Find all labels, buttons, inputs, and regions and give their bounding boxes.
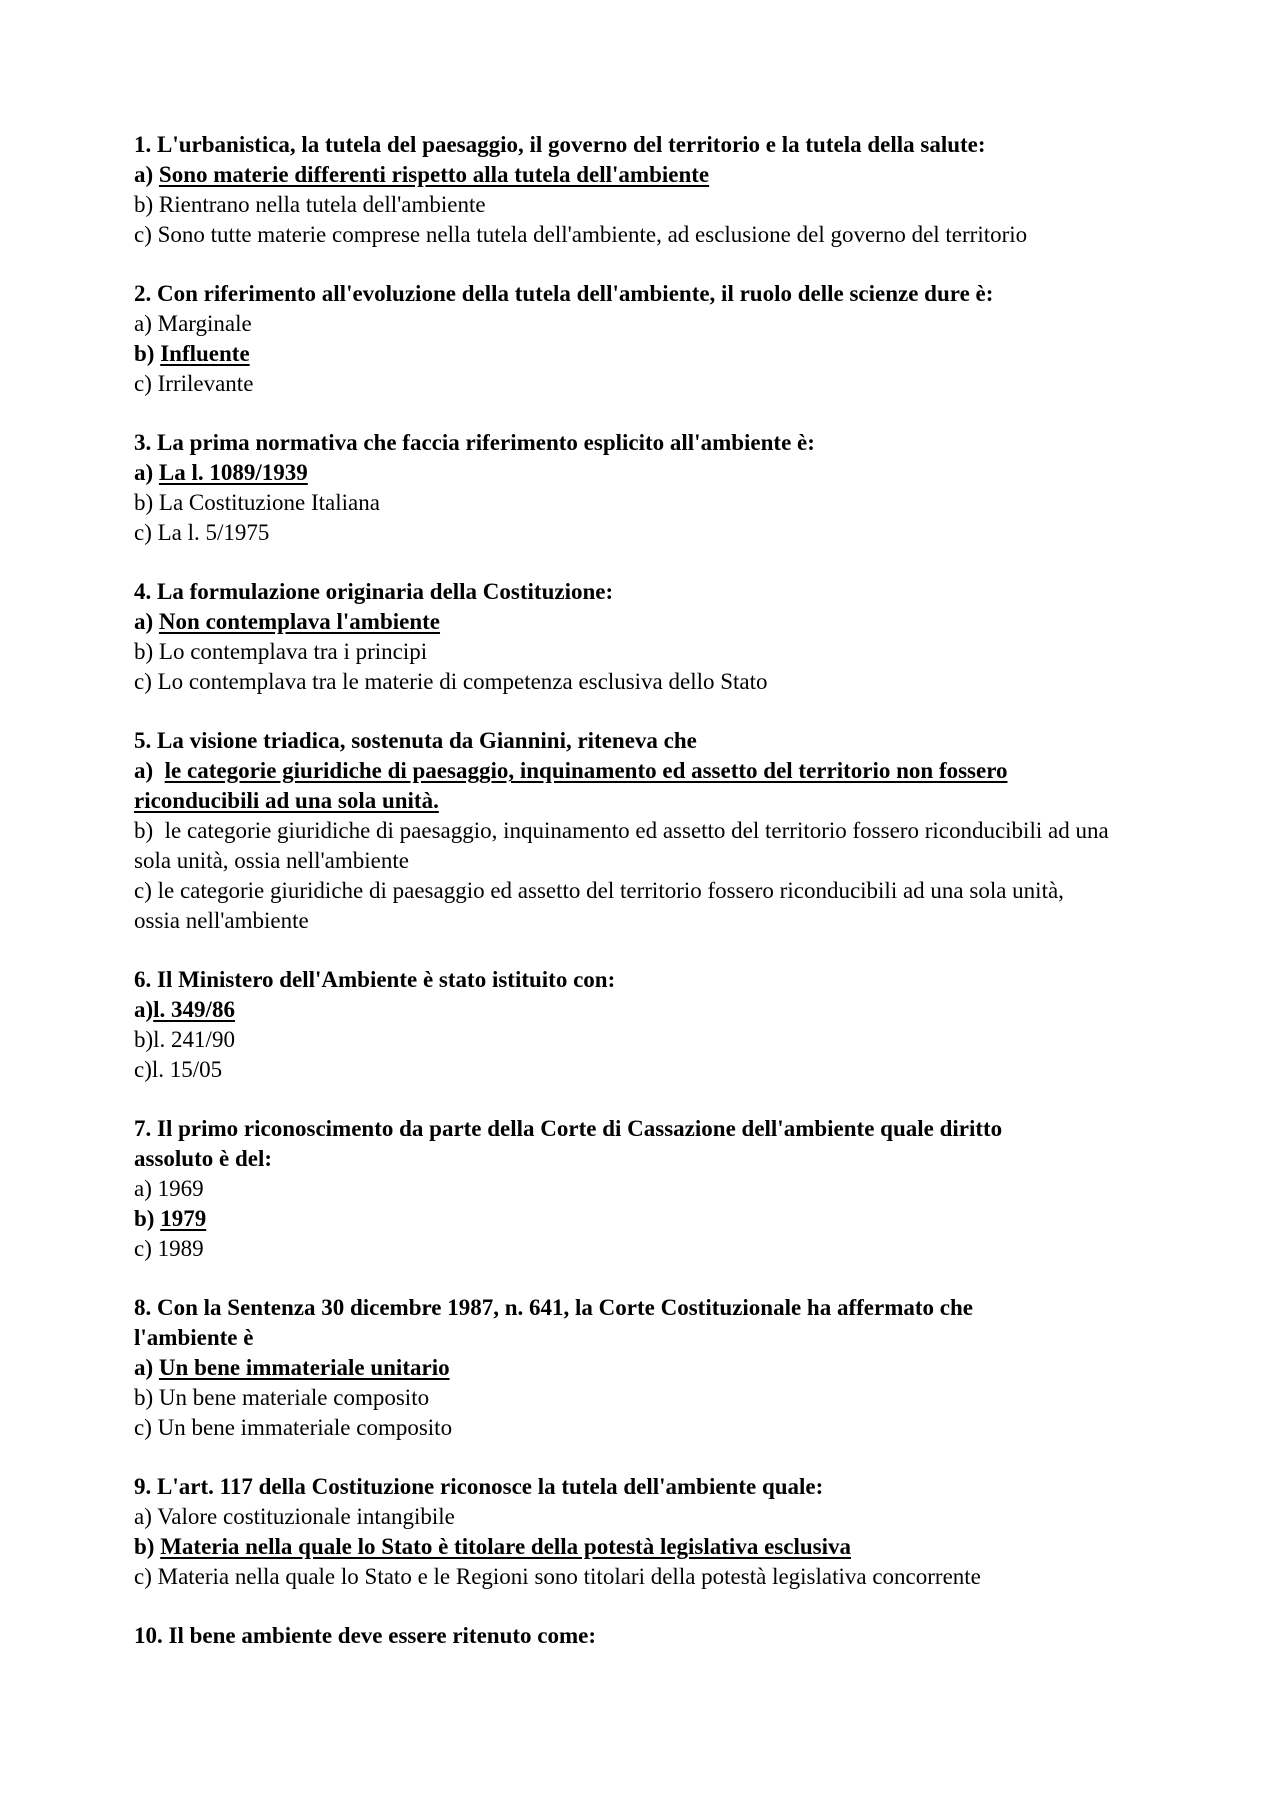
- question-body: La prima normativa che faccia riferimento esplicito all'ambiente è:: [157, 430, 815, 455]
- quiz-document: [134, 130, 1154, 1680]
- answer-option: [134, 1025, 1154, 1055]
- answer-option: [134, 637, 1154, 667]
- option-text: l. 241/90: [153, 1027, 235, 1052]
- answer-option: [134, 667, 1154, 697]
- option-text: La l. 1089/1939: [158, 460, 308, 485]
- option-text: le categorie giuridiche di paesaggio ed assetto del territorio fossero riconducibili ad una sola unità, ossia nell'ambiente: [134, 878, 1064, 933]
- option-text: Rientrano nella tutela dell'ambiente: [158, 192, 486, 217]
- question-7: [134, 1114, 1054, 1264]
- option-letter: c): [134, 878, 152, 903]
- question-text: [134, 1293, 1064, 1353]
- question-10: [134, 1621, 1154, 1651]
- question-number: 7.: [134, 1116, 152, 1141]
- option-text: Materia nella quale lo Stato è titolare della potestà legislativa esclusiva: [160, 1534, 851, 1559]
- option-letter: a): [134, 758, 154, 783]
- question-number: 4.: [134, 579, 152, 604]
- option-letter: a): [134, 1355, 154, 1380]
- option-letter: b): [134, 639, 154, 664]
- question-number: 3.: [134, 430, 152, 455]
- option-text: l. 349/86: [153, 997, 235, 1022]
- question-body: La visione triadica, sostenuta da Giannini, riteneva che: [157, 728, 697, 753]
- question-body: L'urbanistica, la tutela del paesaggio, il governo del territorio e la tutela della salute:: [157, 132, 986, 157]
- question-text: [134, 428, 1154, 458]
- answer-option: [134, 1413, 1064, 1443]
- option-letter: a): [134, 311, 152, 336]
- option-text: Irrilevante: [157, 371, 254, 396]
- question-text: [134, 1114, 1054, 1174]
- question-text: [134, 130, 1154, 160]
- question-text: [134, 1472, 1154, 1502]
- answer-option: [134, 220, 1154, 250]
- answer-option: [134, 309, 1154, 339]
- option-letter: b): [134, 1385, 154, 1410]
- question-number: 5.: [134, 728, 152, 753]
- option-letter: c): [134, 1236, 152, 1261]
- option-text: Valore costituzionale intangibile: [157, 1504, 455, 1529]
- question-number: 1.: [134, 132, 152, 157]
- option-text: La Costituzione Italiana: [158, 490, 380, 515]
- option-letter: a): [134, 1504, 152, 1529]
- option-text: Influente: [160, 341, 250, 366]
- question-body: Con la Sentenza 30 dicembre 1987, n. 641, la Corte Costituzionale ha affermato che l'ambiente è: [134, 1295, 973, 1350]
- question-9: [134, 1472, 1154, 1592]
- answer-option-correct: [134, 1204, 1054, 1234]
- option-letter: b): [134, 1206, 155, 1231]
- option-text: 1979: [160, 1206, 207, 1231]
- question-text: [134, 965, 1154, 995]
- option-text: le categorie giuridiche di paesaggio, inquinamento ed assetto del territorio fossero riconducibili ad una sola unità, ossia nell'ambiente: [134, 818, 1109, 873]
- answer-option-correct: [134, 1532, 1154, 1562]
- question-8: [134, 1293, 1064, 1443]
- option-letter: b): [134, 818, 154, 843]
- question-number: 9.: [134, 1474, 152, 1499]
- question-body: Con riferimento all'evoluzione della tutela dell'ambiente, il ruolo delle scienze dure è:: [157, 281, 994, 306]
- question-body: Il Ministero dell'Ambiente è stato istituito con:: [157, 967, 616, 992]
- option-letter: c): [134, 1415, 152, 1440]
- option-letter: b): [134, 192, 154, 217]
- option-letter: b): [134, 341, 155, 366]
- answer-option: [134, 1562, 1154, 1592]
- question-number: 6.: [134, 967, 152, 992]
- question-number: 8.: [134, 1295, 152, 1320]
- option-letter: a): [134, 162, 154, 187]
- answer-option-correct: [134, 339, 1154, 369]
- option-letter: b): [134, 490, 154, 515]
- answer-option: [134, 1383, 1064, 1413]
- option-text: Un bene immateriale unitario: [158, 1355, 450, 1380]
- option-text: Sono materie differenti rispetto alla tutela dell'ambiente: [158, 162, 710, 187]
- answer-option: [134, 876, 1094, 936]
- question-body: Il bene ambiente deve essere ritenuto come:: [168, 1623, 597, 1648]
- answer-option: [134, 190, 1154, 220]
- question-text: [134, 1621, 1154, 1651]
- option-text: Un bene immateriale composito: [157, 1415, 453, 1440]
- option-text: 1989: [157, 1236, 204, 1261]
- option-text: Sono tutte materie comprese nella tutela dell'ambiente, ad esclusione del governo del territorio: [157, 222, 1028, 247]
- question-text: [134, 726, 1124, 756]
- answer-option: [134, 488, 1154, 518]
- option-letter: a): [134, 1176, 152, 1201]
- question-body: Il primo riconoscimento da parte della Corte di Cassazione dell'ambiente quale diritto assoluto è del:: [134, 1116, 1003, 1171]
- option-text: le categorie giuridiche di paesaggio, inquinamento ed assetto del territorio non fossero riconducibili ad una sola unità.: [134, 758, 1008, 813]
- option-letter: b): [134, 1027, 154, 1052]
- question-6: [134, 965, 1154, 1085]
- answer-option: [134, 369, 1154, 399]
- question-number: 2.: [134, 281, 152, 306]
- answer-option: [134, 518, 1154, 548]
- option-text: 1969: [157, 1176, 204, 1201]
- question-3: [134, 428, 1154, 548]
- option-letter: b): [134, 1534, 155, 1559]
- answer-option-correct: [134, 160, 1154, 190]
- option-text: l. 15/05: [151, 1057, 223, 1082]
- answer-option: [134, 816, 1124, 876]
- option-letter: a): [134, 460, 154, 485]
- answer-option-correct: [134, 756, 1124, 816]
- option-text: Lo contemplava tra le materie di competenza esclusiva dello Stato: [157, 669, 768, 694]
- option-text: Lo contemplava tra i principi: [158, 639, 428, 664]
- option-text: Un bene materiale composito: [158, 1385, 430, 1410]
- answer-option-correct: [134, 607, 1154, 637]
- question-number: 10.: [134, 1623, 163, 1648]
- question-text: [134, 577, 1154, 607]
- question-5: [134, 726, 1124, 936]
- question-2: [134, 279, 1154, 399]
- answer-option: [134, 1234, 1054, 1264]
- question-text: [134, 279, 1154, 309]
- option-text: La l. 5/1975: [157, 520, 270, 545]
- option-letter: c): [134, 669, 152, 694]
- answer-option: [134, 1174, 1054, 1204]
- option-letter: c): [134, 1057, 152, 1082]
- question-4: [134, 577, 1154, 697]
- option-letter: c): [134, 1564, 152, 1589]
- option-letter: c): [134, 520, 152, 545]
- option-letter: a): [134, 609, 154, 634]
- answer-option: [134, 1502, 1154, 1532]
- option-letter: c): [134, 371, 152, 396]
- question-body: La formulazione originaria della Costituzione:: [157, 579, 614, 604]
- answer-option-correct: [134, 1353, 1064, 1383]
- question-body: L'art. 117 della Costituzione riconosce la tutela dell'ambiente quale:: [157, 1474, 824, 1499]
- option-text: Materia nella quale lo Stato e le Regioni sono titolari della potestà legislativa concorrente: [157, 1564, 981, 1589]
- option-text: Non contemplava l'ambiente: [158, 609, 441, 634]
- answer-option-correct: [134, 995, 1154, 1025]
- answer-option: [134, 1055, 1154, 1085]
- question-1: [134, 130, 1154, 250]
- option-letter: c): [134, 222, 152, 247]
- option-text: Marginale: [157, 311, 252, 336]
- option-letter: a): [134, 997, 154, 1022]
- answer-option-correct: [134, 458, 1154, 488]
